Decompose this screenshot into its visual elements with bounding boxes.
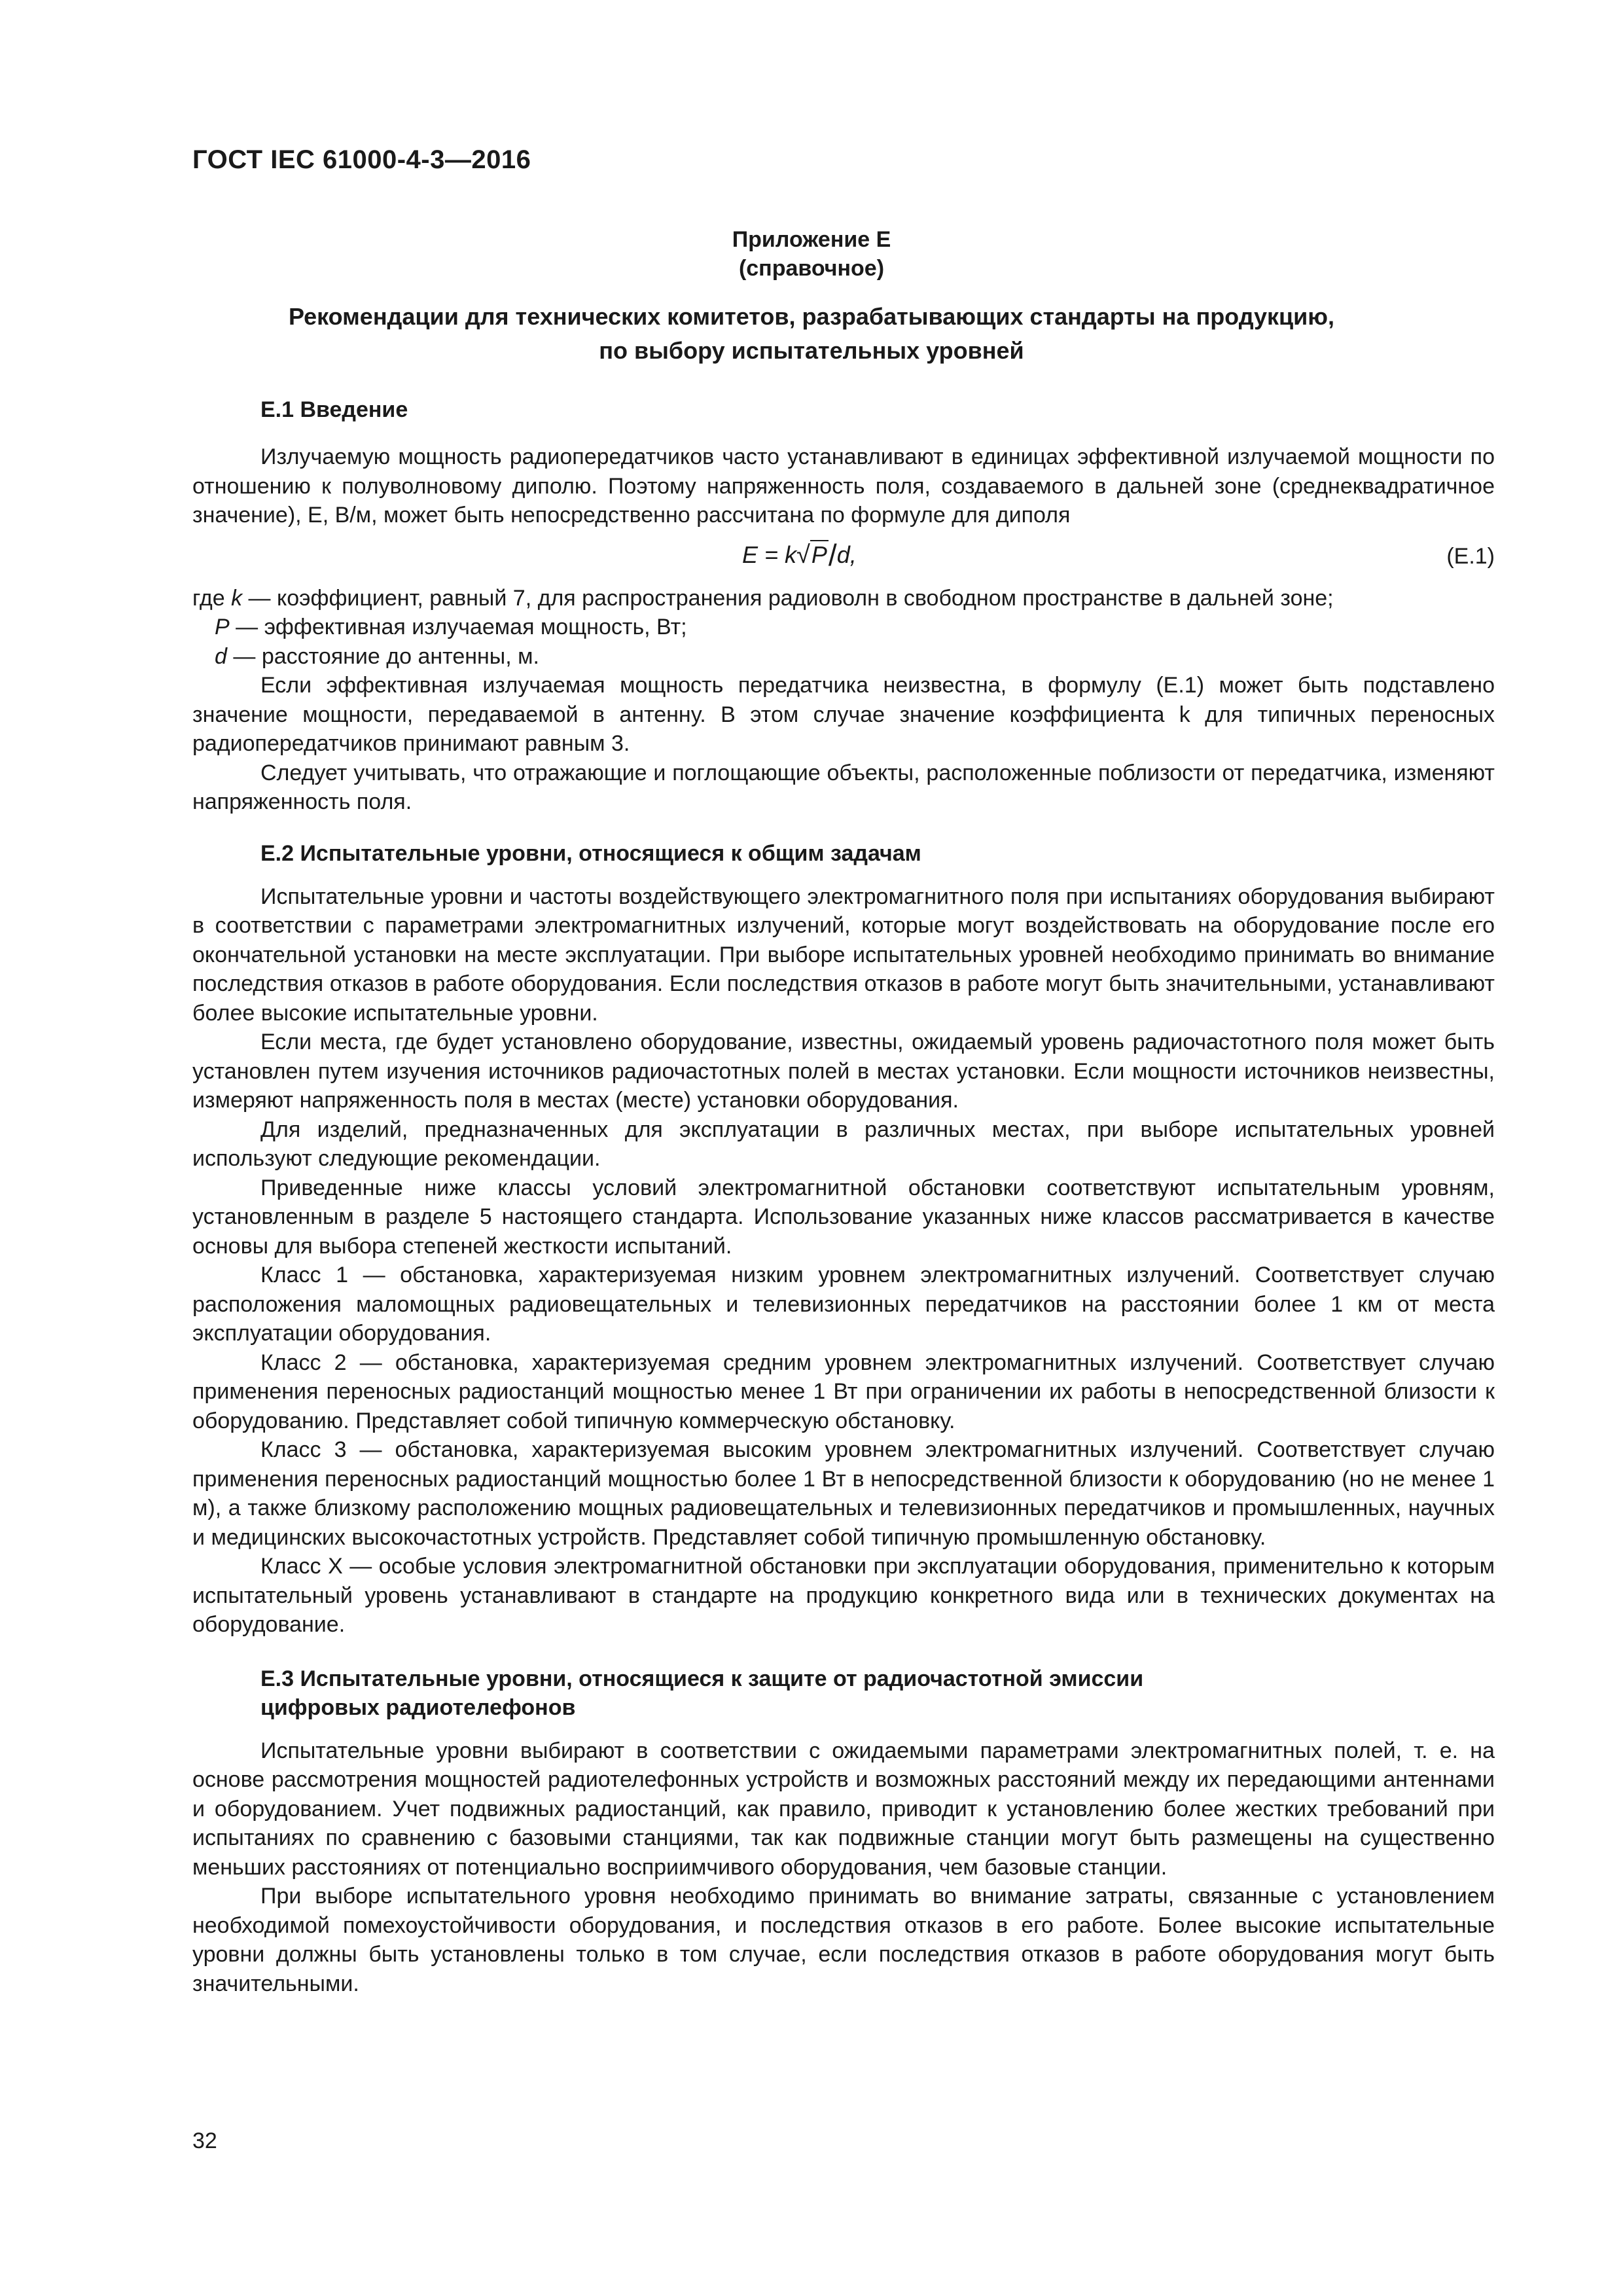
paragraph-class-2: Класс 2 — обстановка, характеризуемая средним уровнем электромагнитных излучений. Соответствует случаю применения переносных радиостанций мощностью менее 1 Вт при ограничении их работы в непосредственной близости к оборудованию. Представляет собой типичную коммерческую обстановку. [192, 1350, 1495, 1433]
paragraph-e2-4: Приведенные ниже классы условий электромагнитной обстановки соответствуют испытательным уровням, установленным в разделе 5 настоящего стандарта. Использование указанных ниже классов рассматривается в качестве основы для выбора степеней жесткости испытаний. [192, 1175, 1495, 1259]
symbol: P [215, 615, 230, 639]
definition-text: — расстояние до антенны, м. [226, 643, 539, 669]
sqrt-sign: √ [796, 541, 810, 569]
document-body [192, 395, 1495, 1998]
annex-label-block [0, 225, 1623, 283]
formula-e1 [742, 537, 857, 572]
paragraph-class-3: Класс 3 — обстановка, характеризуемая высоким уровнем электромагнитных излучений. Соответствует случаю применения переносных радиостанций мощностью более 1 Вт в непосредственной близости к оборудованию (но не менее 1 м), а также близкому расположению мощных радиовещательных и телевизионных передатчиков и промышленных, научных и медицинских высокочастотных устройств. Представляет собой типичную промышленную обстановку. [192, 1437, 1495, 1550]
definition-p [192, 613, 1495, 642]
formula-tail: d, [836, 541, 857, 568]
paragraph-class-1: Класс 1 — обстановка, характеризуемая низким уровнем электромагнитных излучений. Соответствует случаю расположения маломощных радиовещательных и телевизионных передатчиков на расстоянии более 1 км от места эксплуатации оборудования. [192, 1263, 1495, 1346]
paragraph-e1-1: Излучаемую мощность радиопередатчиков часто устанавливают в единицах эффективной излучаемой мощности по отношению к полуволновому диполю. Поэтому напряженность поля, создаваемого в дальней зоне (среднеквадратичное значение), E, В/м, может быть непосредственно рассчитана по формуле для диполя [192, 444, 1495, 528]
paragraph-e1-3: Следует учитывать, что отражающие и поглощающие объекты, расположенные поблизости от передатчика, изменяют напряженность поля. [192, 760, 1495, 814]
formula-number: (Е.1) [1446, 543, 1495, 569]
definition-text: — коэффициент, равный 7, для распространения радиоволн в свободном пространстве в дальней зоне; [242, 585, 1334, 611]
paragraph-e1-2: Если эффективная излучаемая мощность передатчика неизвестна, в формулу (Е.1) может быть подставлено значение мощности, передаваемой в антенну. В этом случае значение коэффициента k для типичных переносных радиопередатчиков принимают равным 3. [192, 673, 1495, 756]
section-heading-e2: Е.2 Испытательные уровни, относящиеся к общим задачам [260, 840, 921, 866]
definition-prefix: где [192, 585, 232, 611]
paragraph-class-x: Класс X — особые условия электромагнитной обстановки при эксплуатации оборудования, применительно к которым испытательный уровень устанавливают в стандарте на продукцию конкретного вида или в технических документах на оборудование. [192, 1554, 1495, 1637]
definition-d [192, 642, 1495, 672]
section-heading-e1: Е.1 Введение [260, 397, 408, 422]
annex-title-line-1: Рекомендации для технических комитетов, разрабатывающих стандарты на продукцию, [288, 303, 1335, 330]
fraction-slash: / [828, 537, 837, 572]
paragraph-e2-1: Испытательные уровни и частоты воздействующего электромагнитного поля при испытаниях оборудования выбирают в соответствии с параметрами электромагнитных излучений, которые могут воздействовать на оборудование после его окончательной установки на месте эксплуатации. При выборе испытательных уровней необходимо принимать во внимание последствия отказов в работе оборудования. Если последствия отказов в работе могут быть значительными, устанавливают более высокие испытательные уровни. [192, 884, 1495, 1026]
annex-type: (справочное) [738, 256, 885, 281]
formula-lhs: E = k [742, 541, 797, 568]
annex-title [0, 300, 1623, 368]
definition-text: — эффективная излучаемая мощность, Вт; [229, 615, 687, 639]
document-code: ГОСТ IEC 61000-4-3—2016 [192, 145, 531, 174]
page-number: 32 [192, 2128, 217, 2153]
symbol: k [231, 585, 243, 611]
section-heading-e3: Е.3 Испытательные уровни, относящиеся к защите от радиочастотной эмиссии цифровых радиотелефонов [260, 1666, 1144, 1720]
annex-title-line-2: по выбору испытательных уровней [599, 337, 1024, 364]
paragraph-e3-1: Испытательные уровни выбирают в соответствии с ожидаемыми параметрами электромагнитных полей, т. е. на основе рассмотрения мощностей радиотелефонных устройств и возможных расстояний между их передающими антеннами и оборудованием. Учет подвижных радиостанций, как правило, приводит к установлению более жестких требований при испытаниях по сравнению с базовыми станциями, так как подвижные станции могут быть размещены на существенно меньших расстояниях от потенциально восприимчивого оборудования, чем базовые станции. [192, 1738, 1495, 1880]
annex-label: Приложение Е [732, 227, 891, 252]
paragraph-e2-2: Если места, где будет установлено оборудование, известны, ожидаемый уровень радиочастотного поля может быть установлен путем изучения источников радиочастотных полей в местах установки. Если мощности источников неизвестны, измеряют напряженность поля в местах (месте) установки оборудования. [192, 1030, 1495, 1113]
paragraph-e2-3: Для изделий, предназначенных для эксплуатации в различных местах, при выборе испытательных уровней используют следующие рекомендации. [192, 1117, 1495, 1171]
formula-radicand: P [811, 541, 827, 568]
paragraph-e3-2: При выборе испытательного уровня необходимо принимать во внимание затраты, связанные с установлением необходимой помехоустойчивости оборудования, и последствия отказов в его работе. Более высокие испытательные уровни должны быть установлены только в том случае, если последствия отказов в работе оборудования могут быть значительными. [192, 1884, 1495, 1996]
formula-row [192, 534, 1495, 579]
definition-k [192, 584, 1495, 613]
symbol: d [215, 643, 227, 669]
symbol-definitions [192, 584, 1495, 672]
